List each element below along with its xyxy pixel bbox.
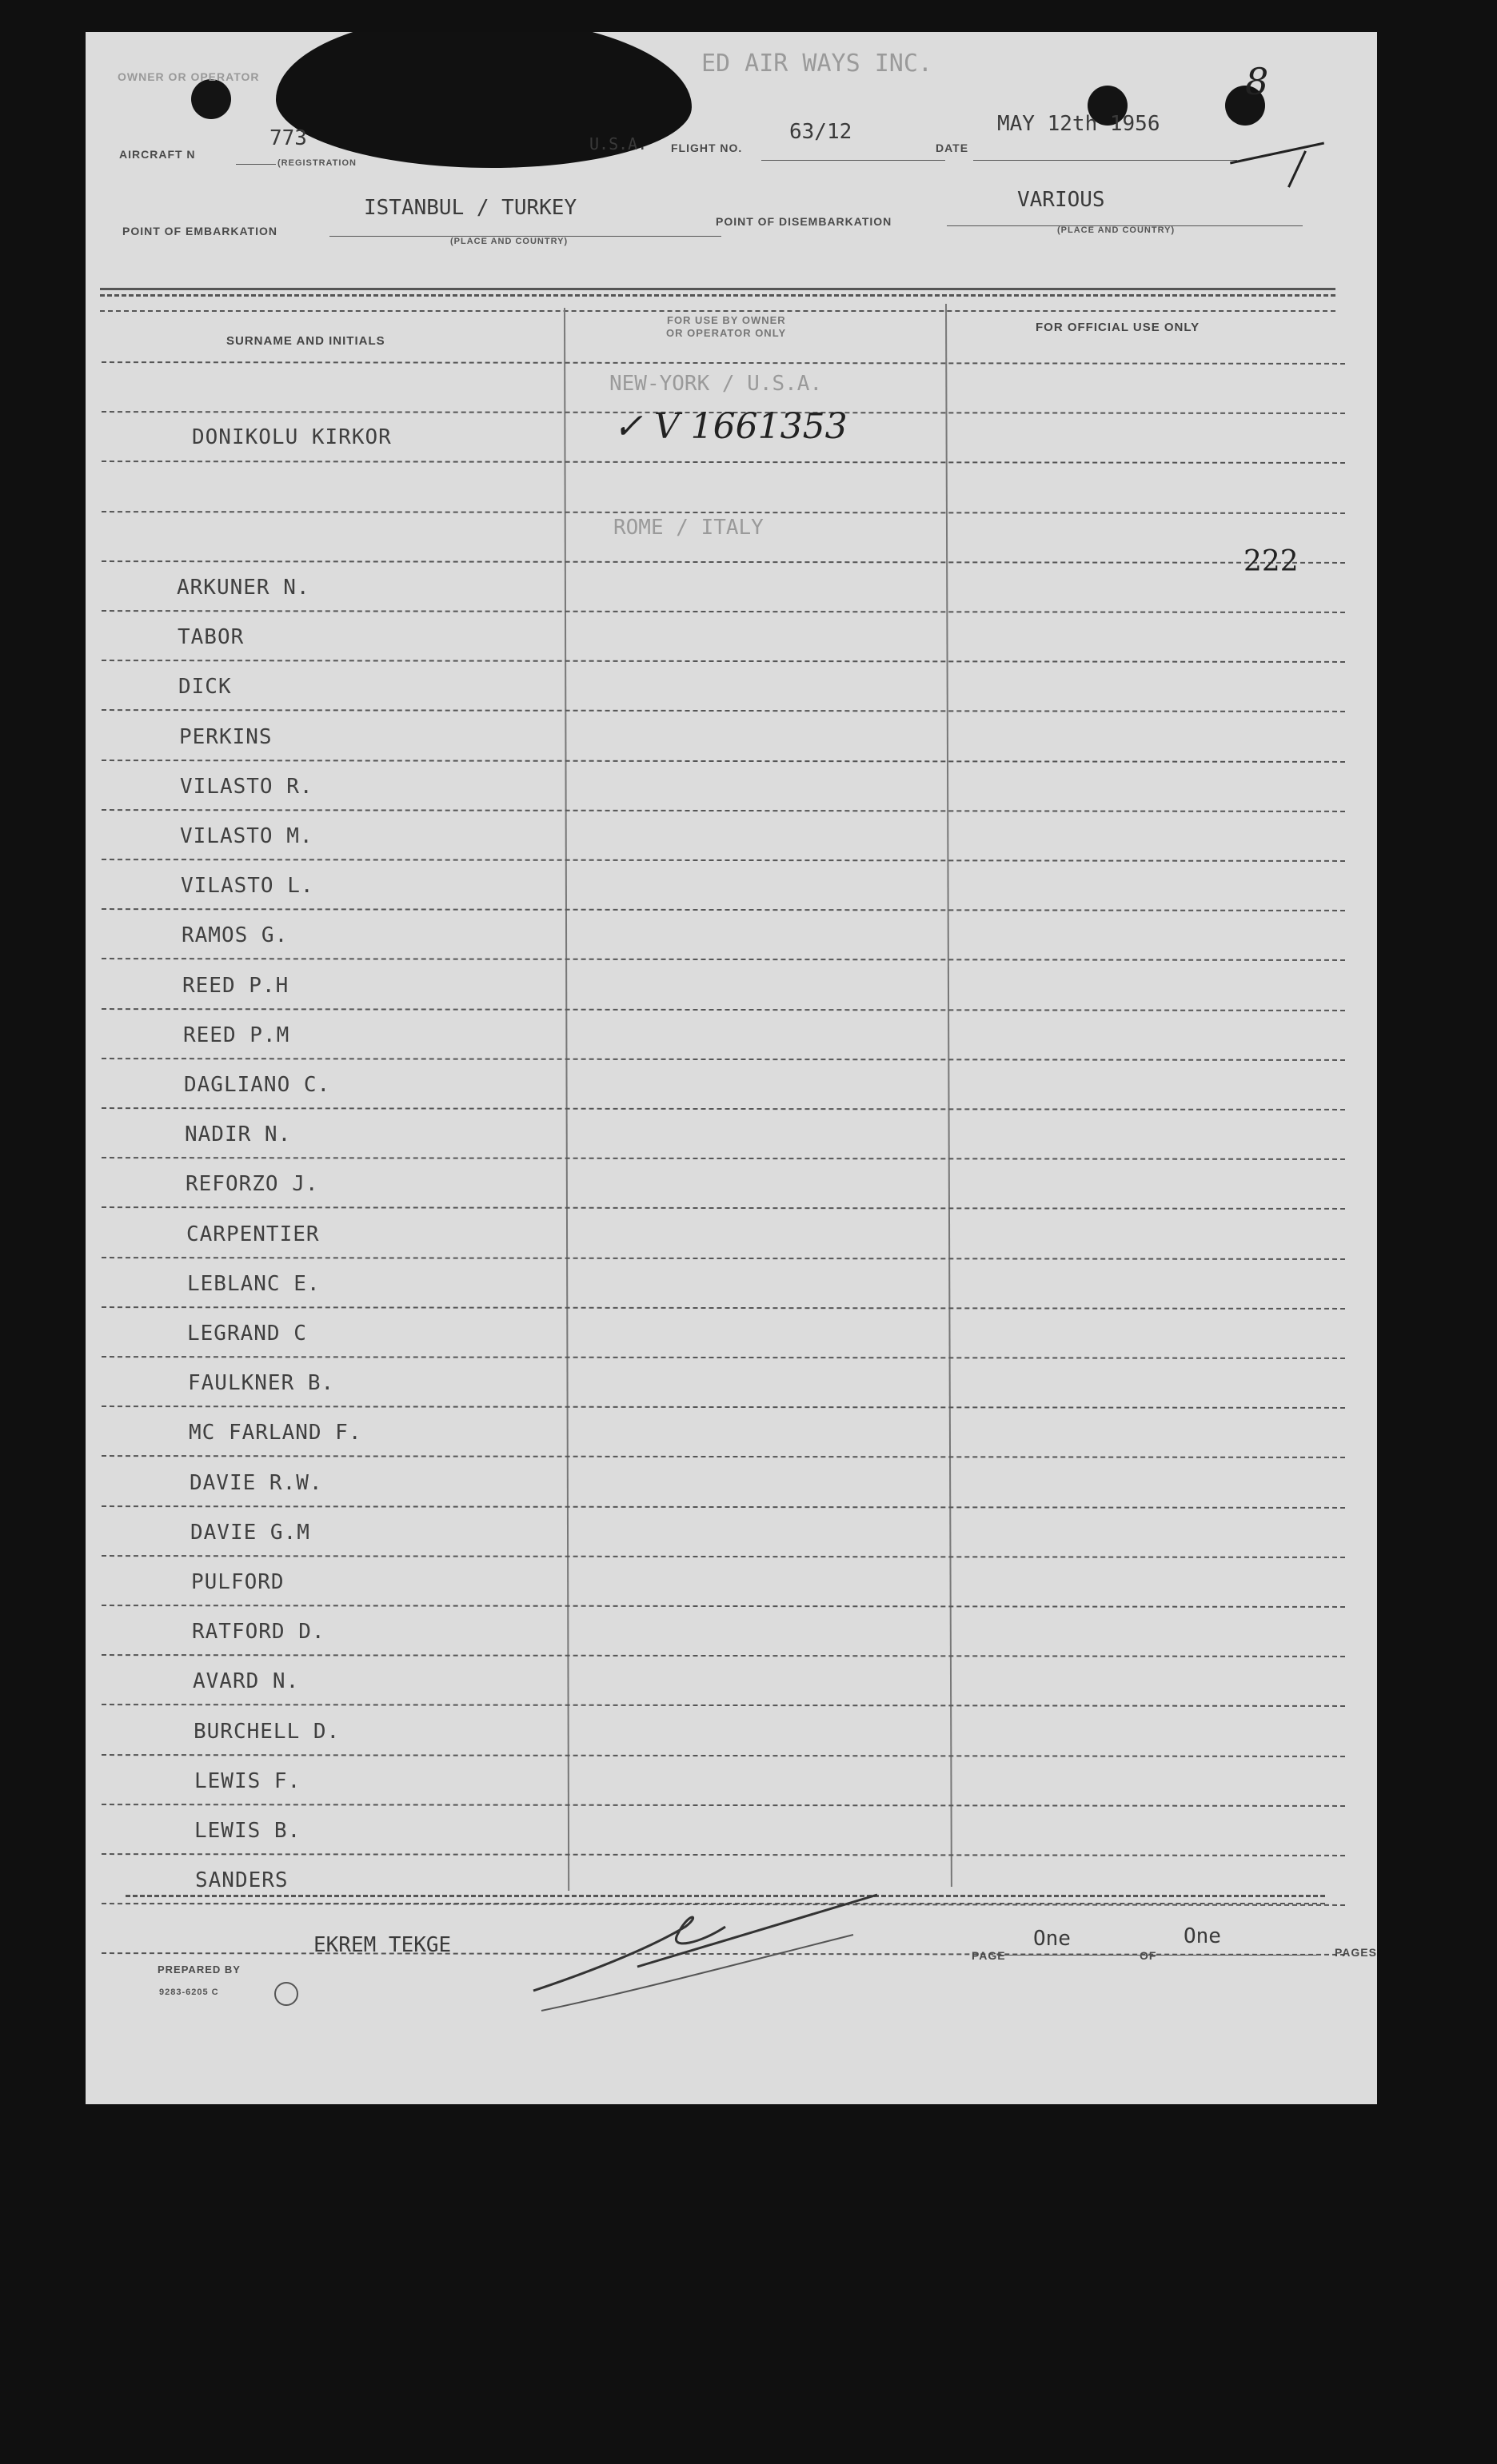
manifest-sheet bbox=[86, 32, 1377, 2104]
page-value: One bbox=[1033, 1927, 1071, 1951]
row-rule bbox=[102, 461, 1345, 464]
passenger-name: DAVIE R.W. bbox=[190, 1471, 323, 1495]
passenger-name: LEWIS F. bbox=[194, 1769, 301, 1793]
embarkation-label: POINT OF EMBARKATION bbox=[122, 225, 277, 237]
passenger-name: NADIR N. bbox=[185, 1122, 292, 1146]
form-number: 9283-6205 C bbox=[159, 1988, 219, 1997]
of-label: OF bbox=[1140, 1949, 1157, 1962]
row-rule bbox=[102, 361, 1345, 365]
passenger-name: RAMOS G. bbox=[182, 923, 289, 947]
passenger-name: DICK bbox=[178, 675, 232, 699]
row-rule bbox=[102, 1605, 1345, 1608]
prepared-by-label: PREPARED BY bbox=[158, 1964, 241, 1976]
surname-column-header: SURNAME AND INITIALS bbox=[226, 334, 385, 348]
row-rule bbox=[102, 760, 1345, 763]
passenger-name: BURCHELL D. bbox=[194, 1720, 341, 1744]
nationality-value: U.S.A. bbox=[589, 134, 648, 154]
passenger-name: LEBLANC E. bbox=[187, 1272, 321, 1296]
row-rule bbox=[102, 1107, 1345, 1110]
row-rule bbox=[102, 1654, 1345, 1657]
row-rule bbox=[102, 1704, 1345, 1707]
of-value: One bbox=[1184, 1924, 1221, 1948]
date-label: DATE bbox=[936, 142, 969, 154]
passenger-name: LEGRAND C bbox=[187, 1322, 307, 1346]
disembarkation-value: VARIOUS bbox=[1017, 188, 1105, 212]
flight-label: FLIGHT NO. bbox=[671, 142, 743, 154]
row-rule bbox=[102, 859, 1345, 862]
row-rule bbox=[102, 1306, 1345, 1310]
passenger-name: PERKINS bbox=[179, 725, 273, 749]
row-rule bbox=[102, 958, 1345, 961]
divider-right bbox=[945, 304, 952, 1887]
passenger-name: PULFORD bbox=[191, 1570, 285, 1594]
newyork-handwritten-note: ✓ V 1661353 bbox=[613, 406, 848, 447]
row-rule bbox=[102, 610, 1345, 613]
passenger-name: RATFORD D. bbox=[192, 1620, 325, 1644]
divider-left bbox=[564, 308, 569, 1891]
row-rule bbox=[102, 1455, 1345, 1458]
row-rule bbox=[102, 1754, 1345, 1757]
row-rule bbox=[102, 1356, 1345, 1359]
owner-column-header-1: FOR USE BY OWNER bbox=[667, 314, 786, 326]
row-rule bbox=[102, 560, 1345, 564]
page-label: PAGE bbox=[972, 1949, 1006, 1962]
passenger-name: DAVIE G.M bbox=[190, 1521, 310, 1545]
passenger-name: TABOR bbox=[178, 625, 245, 649]
owner-value: ED AIR WAYS INC. bbox=[701, 50, 932, 78]
passenger-name: VILASTO L. bbox=[181, 874, 314, 898]
signature bbox=[517, 1879, 901, 2023]
passenger-name: SANDERS bbox=[195, 1868, 289, 1892]
date-value: MAY 12th 1956 bbox=[997, 112, 1160, 136]
passenger-name: DAGLIANO C. bbox=[184, 1073, 331, 1097]
page-mark: 8 bbox=[1245, 60, 1269, 103]
passenger-name: ARKUNER N. bbox=[177, 576, 310, 600]
row-rule bbox=[102, 1206, 1345, 1210]
passenger-name: MC FARLAND F. bbox=[189, 1421, 362, 1445]
aircraft-label: AIRCRAFT N bbox=[119, 148, 196, 161]
union-bug-icon bbox=[274, 1982, 298, 2006]
flight-value: 63/12 bbox=[789, 120, 852, 144]
official-number: 222 bbox=[1244, 545, 1299, 578]
row-rule bbox=[102, 1505, 1345, 1509]
registration-label: (REGISTRATION bbox=[277, 158, 357, 168]
owner-label: OWNER OR OPERATOR bbox=[118, 70, 260, 83]
passenger-name: LEWIS B. bbox=[194, 1819, 301, 1843]
row-rule bbox=[102, 1157, 1345, 1160]
row-rule bbox=[102, 1257, 1345, 1260]
disembarkation-label: POINT OF DISEMBARKATION bbox=[716, 215, 892, 228]
row-rule bbox=[102, 809, 1345, 812]
pages-label: PAGES bbox=[1335, 1946, 1377, 1959]
owner-column-header-2: OR OPERATOR ONLY bbox=[666, 327, 787, 339]
row-rule bbox=[102, 1555, 1345, 1558]
row-rule bbox=[102, 1008, 1345, 1011]
embarkation-value: ISTANBUL / TURKEY bbox=[364, 196, 577, 220]
punch-hole-left bbox=[191, 79, 231, 119]
passenger-name: REFORZO J. bbox=[186, 1172, 319, 1196]
passenger-name: DONIKOLU KIRKOR bbox=[192, 425, 392, 449]
row-rule bbox=[102, 1853, 1345, 1856]
row-rule bbox=[102, 908, 1345, 911]
newyork-group-label: NEW-YORK / U.S.A. bbox=[609, 372, 823, 396]
row-rule bbox=[102, 709, 1345, 712]
passenger-name: FAULKNER B. bbox=[188, 1371, 335, 1395]
passenger-name: CARPENTIER bbox=[186, 1222, 320, 1246]
passenger-name: REED P.H bbox=[182, 974, 289, 998]
disembarkation-sub: (PLACE AND COUNTRY) bbox=[1057, 225, 1176, 235]
row-rule bbox=[102, 511, 1345, 514]
aircraft-value: 773 bbox=[269, 126, 307, 150]
passenger-name: REED P.M bbox=[183, 1023, 290, 1047]
embarkation-sub: (PLACE AND COUNTRY) bbox=[450, 237, 569, 246]
passenger-name: VILASTO R. bbox=[180, 775, 313, 799]
row-rule bbox=[102, 1405, 1345, 1409]
row-rule bbox=[102, 660, 1345, 663]
passenger-name: VILASTO M. bbox=[180, 824, 313, 848]
rome-group-label: ROME / ITALY bbox=[613, 516, 764, 540]
passenger-name: AVARD N. bbox=[193, 1669, 300, 1693]
row-rule bbox=[102, 1058, 1345, 1061]
row-rule bbox=[102, 1804, 1345, 1807]
prepared-by-value: EKREM TEKGE bbox=[313, 1933, 452, 1957]
official-column-header: FOR OFFICIAL USE ONLY bbox=[1036, 321, 1200, 334]
